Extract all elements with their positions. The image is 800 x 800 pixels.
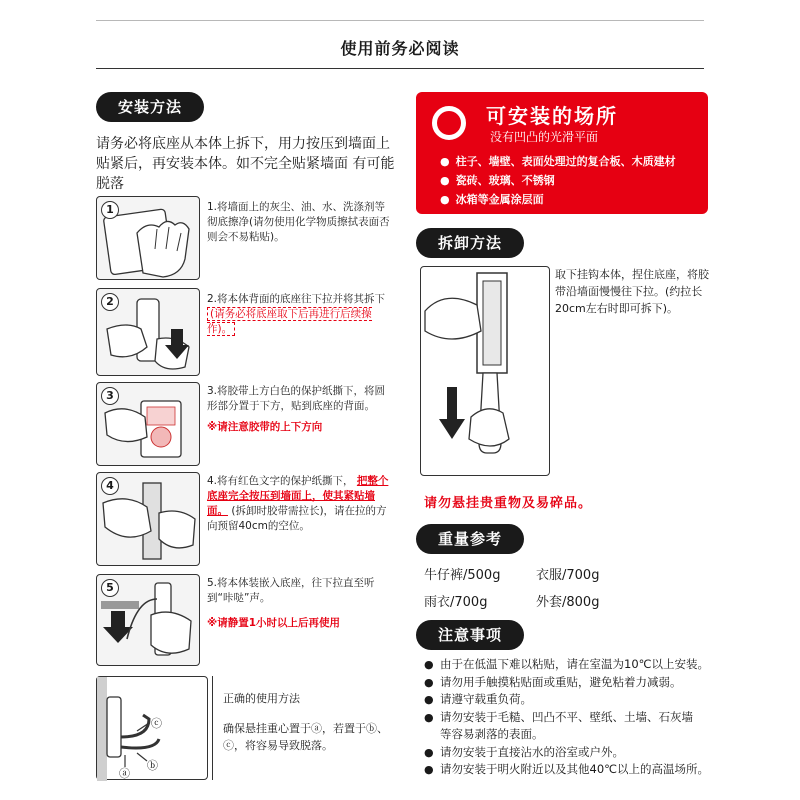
usage-text: 确保悬挂重心置于ⓐ，若置于ⓑ、ⓒ，将容易导致脱落。 bbox=[223, 722, 388, 752]
step-4-main: 4.将有红色文字的保护纸撕下， bbox=[207, 475, 354, 487]
step-2-text bbox=[207, 292, 395, 337]
step-4-text bbox=[207, 474, 395, 534]
places-list bbox=[440, 152, 676, 209]
install-intro: 请务必将底座从本体上拆下，用力按压到墙面上贴紧后，再安装本体。如不完全贴紧墙面 有可能脱落 bbox=[96, 136, 395, 192]
step-2-main: 2.将本体背面的底座往下拉并将其拆下 bbox=[207, 293, 386, 305]
usage-illustration bbox=[96, 676, 208, 780]
note-item: ● 请勿安装于明火附近以及其他40℃以上的高温场所。 bbox=[424, 761, 754, 779]
weight-row bbox=[424, 564, 684, 583]
step-4-illustration bbox=[96, 472, 200, 566]
page-title: 使用前务必阅读 bbox=[340, 39, 460, 58]
step-3-main: 3.将胶带上方白色的保护纸撕下，将圆形部分置于下方，贴到底座的背面。 bbox=[207, 385, 386, 412]
places-item: ● 冰箱等金属涂层面 bbox=[440, 190, 676, 209]
places-item: ● 瓷砖、玻璃、不锈钢 bbox=[440, 171, 676, 190]
note-item: ● 请勿安装于直接沾水的浴室或户外。 bbox=[424, 744, 754, 762]
usage-title: 正确的使用方法 bbox=[223, 692, 300, 705]
step-5-number: 5 bbox=[101, 579, 119, 597]
step-3-text bbox=[207, 384, 395, 435]
step-3-illustration bbox=[96, 382, 200, 466]
weight-cell: 雨衣/700g bbox=[424, 595, 488, 610]
usage-panel bbox=[212, 676, 400, 780]
step-1-text: 1.将墙面上的灰尘、油、水、洗涤剂等彻底擦净(请勿使用化学物质擦拭表面否则会不易粘贴)。 bbox=[207, 201, 390, 243]
title-divider bbox=[96, 68, 704, 69]
step-4-emphasis: 把整个底座完全按压到墙面上，使其紧贴墙面。 bbox=[207, 475, 389, 517]
places-title: 可安装的场所 bbox=[486, 104, 618, 128]
note-item: ● 请遵守载重负荷。 bbox=[424, 691, 754, 709]
removal-warning: 请勿悬挂贵重物及易碎品。 bbox=[424, 496, 593, 511]
note-item: ● 请勿用手触摸粘贴面或重贴，避免粘着力减弱。 bbox=[424, 674, 754, 692]
notes-list bbox=[424, 656, 754, 779]
ok-circle-icon bbox=[432, 106, 466, 140]
step-5-warning: ※请静置1小时以上后再使用 bbox=[207, 617, 341, 629]
removal-text: 取下挂钩本体，捏住底座，将胶带沿墙面慢慢往下拉。(约拉长20cm左右时即可拆下)。 bbox=[555, 268, 709, 315]
usage-label-a: ⓐ bbox=[119, 767, 130, 780]
removal-illustration bbox=[420, 266, 550, 476]
hook-diagram-icon bbox=[97, 677, 209, 781]
step-2-warning: (请务必将底座取下后再进行后续操作)。 bbox=[207, 308, 372, 335]
weight-cell: 牛仔裤/500g bbox=[424, 568, 501, 583]
installable-places-panel bbox=[416, 92, 708, 214]
weight-heading: 重量参考 bbox=[416, 524, 524, 554]
step-3-warning: ※请注意胶带的上下方向 bbox=[207, 421, 323, 433]
places-subtitle: 没有凹凸的光滑平面 bbox=[490, 130, 599, 144]
pull-tape-icon bbox=[421, 267, 550, 476]
note-item: ● 请勿安装于毛糙、凹凸不平、壁纸、土墙、石灰墙 bbox=[424, 709, 754, 727]
weight-table bbox=[424, 564, 684, 618]
step-1-number: 1 bbox=[101, 201, 119, 219]
install-heading: 安装方法 bbox=[96, 92, 204, 122]
top-divider bbox=[96, 20, 704, 21]
usage-label-b: ⓑ bbox=[147, 759, 158, 772]
step-5-illustration bbox=[96, 574, 200, 666]
step-1-illustration bbox=[96, 196, 200, 280]
weight-row bbox=[424, 591, 684, 610]
step-5-main: 5.将本体装嵌入底座，往下拉直至听到“咔哒”声。 bbox=[207, 577, 375, 604]
weight-cell: 衣服/700g bbox=[536, 568, 600, 583]
step-3-number: 3 bbox=[101, 387, 119, 405]
step-2-number: 2 bbox=[101, 293, 119, 311]
note-item-continued: 等容易剥落的表面。 bbox=[440, 727, 544, 741]
step-4-number: 4 bbox=[101, 477, 119, 495]
removal-heading: 拆卸方法 bbox=[416, 228, 524, 258]
step-2-illustration bbox=[96, 288, 200, 376]
places-item: ● 柱子、墙壁、表面处理过的复合板、木质建材 bbox=[440, 152, 676, 171]
weight-cell: 外套/800g bbox=[536, 595, 600, 610]
usage-label-c: ⓒ bbox=[151, 717, 162, 730]
note-item: ● 由于在低温下难以粘贴，请在室温为10℃以上安装。 bbox=[424, 656, 754, 674]
step-4-note: (拆卸时胶带需拉长)，请在拉的方向预留40cm的空位。 bbox=[207, 505, 387, 532]
step-5-text bbox=[207, 576, 395, 631]
notes-heading: 注意事项 bbox=[416, 620, 524, 650]
